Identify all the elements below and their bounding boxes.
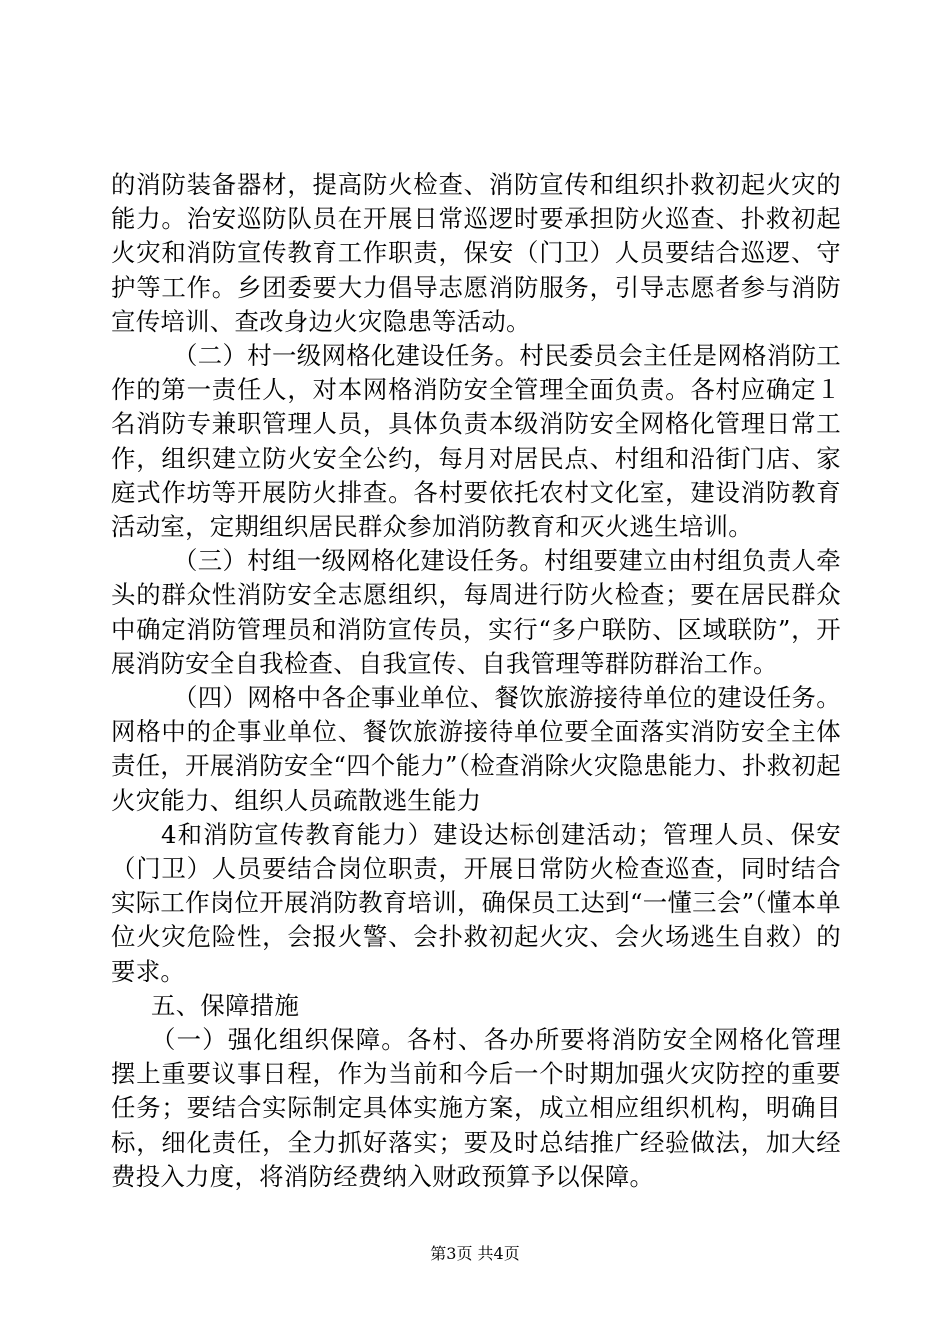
paragraph-village-grid: （二）村一级网格化建设任务。村民委员会主任是网格消防工作的第一责任人，对本网格消防安全管理全面负责。各村应确定１名消防专兼职管理人员，具体负责本级消防安全网格化管理日常工作，组织建立防火安全公约，每月对居民点、村组和沿街门店、家庭式作坊等开展防火排查。各村要依托农村文化室，建设消防教育活动室，定期组织居民群众参加消防教育和灭火逃生培训。 [111, 341, 841, 542]
paragraph-group-grid: （三）村组一级网格化建设任务。村组要建立由村组负责人牵头的群众性消防安全志愿组织，每周进行防火检查；要在居民群众中确定消防管理员和消防宣传员，实行“多户联防、区域联防”，开展消防安全自我检查、自我宣传、自我管理等群防群治工作。 [111, 546, 841, 678]
paragraph-equipment: 的消防装备器材，提高防火检查、消防宣传和组织扑救初起火灾的能力。治安巡防队员在开展日常巡逻时要承担防火巡查、扑救初起火灾和消防宣传教育工作职责，保安（门卫）人员要结合巡逻、守护等工作。乡团委要大力倡导志愿消防服务，引导志愿者参与消防宣传培训、查改身边火灾隐患等活动。 [111, 170, 841, 336]
paragraph-enterprise-grid: （四）网格中各企事业单位、餐饮旅游接待单位的建设任务。网格中的企事业单位、餐饮旅游接待单位要全面落实消防安全主体责任，开展消防安全“四个能力”（检查消除火灾隐患能力、扑救初起火灾能力、组织人员疏散逃生能力 [111, 683, 841, 815]
section-heading-safeguards: 五、保障措施 [151, 990, 300, 1020]
paragraph-enterprise-continued: 4和消防宣传教育能力）建设达标创建活动；管理人员、保安（门卫）人员要结合岗位职责，开展日常防火检查巡查，同时结合实际工作岗位开展消防教育培训，确保员工达到“一懂三会”（懂本单位火灾危险性，会报火警、会扑救初起火灾、会火场逃生自救）的要求。 [111, 819, 841, 986]
page-number-footer: 第3页 共4页 [430, 1244, 520, 1263]
paragraph-organization-safeguard: （一）强化组织保障。各村、各办所要将消防安全网格化管理摆上重要议事日程，作为当前和今后一个时期加强火灾防控的重要任务；要结合实际制定具体实施方案，成立相应组织机构，明确目标，细化责任，全力抓好落实；要及时总结推广经验做法，加大经费投入力度，将消防经费纳入财政预算予以保障。 [111, 1025, 841, 1191]
document-body [111, 168, 841, 1194]
